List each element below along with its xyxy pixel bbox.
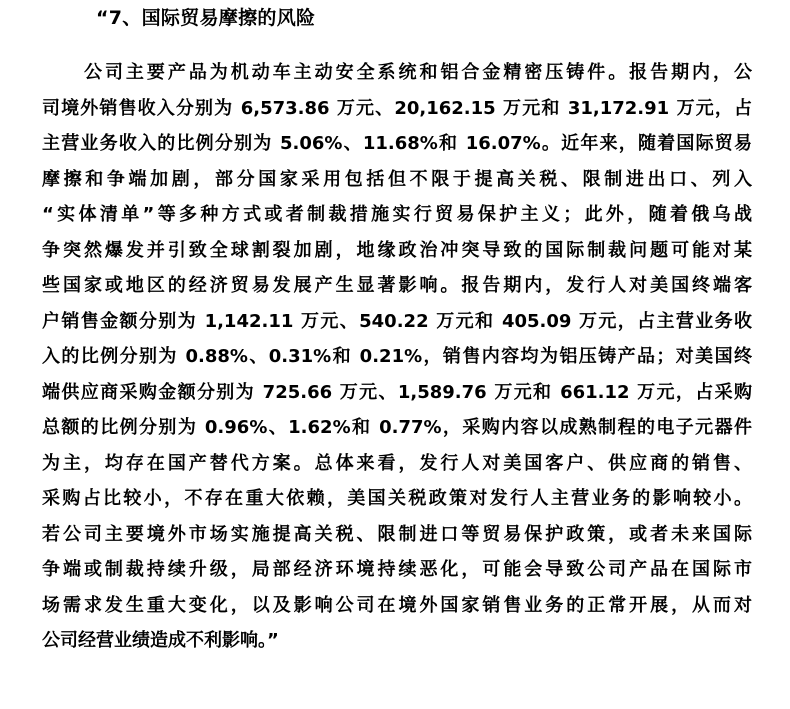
paragraph-line: 些国家或地区的经济贸易发展产生显著影响。报告期内，发行人对美国终端客: [42, 275, 752, 296]
paragraph-line: 户销售金额分别为 1,142.11 万元、540.22 万元和 405.09 万元，占主营业务收: [42, 310, 752, 332]
paragraph-line: 若公司主要境外市场实施提高关税、限制进口等贸易保护政策，或者未来国际: [42, 523, 752, 545]
paragraph-line: 端供应商采购金额分别为 725.66 万元、1,589.76 万元和 661.12 万元，占采购: [42, 381, 752, 403]
paragraph-line: 主营业务收入的比例分别为 5.06%、11.68%和 16.07%。近年来，随着国际贸易: [42, 133, 752, 154]
paragraph-line: “实体清单”等多种方式或者制裁措施实行贸易保护主义；此外，随着俄乌战: [42, 204, 752, 225]
paragraph-line: 摩擦和争端加剧，部分国家采用包括但不限于提高关税、限制进出口、列入: [42, 168, 752, 190]
paragraph-line: 公司主要产品为机动车主动安全系统和铝合金精密压铸件。报告期内，公: [84, 62, 752, 83]
paragraph-line: 争端或制裁持续升级，局部经济环境持续恶化，可能会导致公司产品在国际市: [42, 559, 752, 580]
paragraph-line: 争突然爆发并引致全球割裂加剧，地缘政治冲突导致的国际制裁问题可能对某: [42, 239, 752, 261]
risk-paragraph: [42, 55, 752, 659]
paragraph-line: 为主，均存在国产替代方案。总体来看，发行人对美国客户、供应商的销售、: [42, 452, 752, 474]
paragraph-line: 场需求发生重大变化，以及影响公司在境外国家销售业务的正常开展，从而对: [42, 594, 752, 616]
paragraph-line: 入的比例分别为 0.88%、0.31%和 0.21%，销售内容均为铝压铸产品；对美国终: [42, 346, 752, 367]
paragraph-line: 采购占比较小，不存在重大依赖，美国关税政策对发行人主营业务的影响较小。: [42, 488, 752, 509]
paragraph-line: 总额的比例分别为 0.96%、1.62%和 0.77%，采购内容以成熟制程的电子元器件: [42, 417, 752, 438]
section-heading: “7、国际贸易摩擦的风险: [96, 7, 316, 29]
paragraph-line: 公司经营业绩造成不利影响。”: [42, 630, 279, 651]
paragraph-line: 司境外销售收入分别为 6,573.86 万元、20,162.15 万元和 31,172.91 万元，占: [42, 97, 752, 119]
